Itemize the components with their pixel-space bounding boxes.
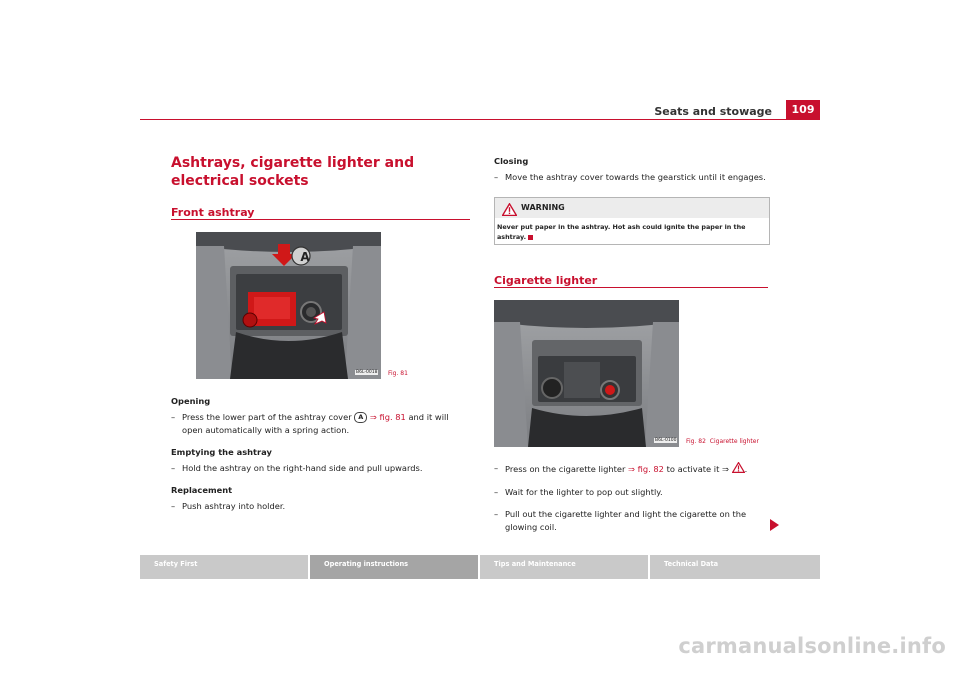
figure-81-label: Fig. 81 [388,370,408,377]
watermark: carmanualsonline.info [678,634,946,658]
dash: – [171,501,176,511]
callout-badge-a: A [354,412,367,423]
warning-title: WARNING [521,203,565,212]
footer-tab-operating-instructions[interactable] [310,555,478,579]
dash: – [171,412,176,422]
lighter-step-1: – Press on the cigarette lighter ⇒ fig. 82 to activate it ⇒ . [494,462,769,477]
warning-box [494,197,770,245]
opening-title: Opening [171,396,211,406]
dash: – [171,463,176,473]
figure-81-code: B6L-0018 [356,370,378,375]
left-body-text [171,395,471,513]
figure-82-caption [686,438,759,445]
closing-section [494,155,774,184]
dash: – [494,509,499,519]
dash: – [494,463,499,473]
figure-82-caption-text: Cigarette lighter [709,438,759,445]
opening-step [171,411,471,437]
closing-title: Closing [494,156,529,166]
subsection-rule [171,219,470,220]
replacement-step-text: Push ashtray into holder. [182,501,286,511]
dash: – [494,487,499,497]
subsection-heading-front-ashtray: Front ashtray [171,206,255,219]
figure-82-link[interactable]: fig. 82 [637,464,664,474]
header-rule [140,119,820,120]
figure-82-lighter-image [494,300,679,447]
lighter-step-3-text: Pull out the cigarette lighter and light the cigarette on the glowing coil. [505,509,747,532]
lighter-step-2-text: Wait for the lighter to pop out slightly. [505,487,663,497]
footer-tab-technical-data[interactable] [650,555,820,579]
replacement-step [171,500,471,513]
opening-step-suffix: and it will open automatically with a spring action. [182,412,449,435]
warning-ref-icon[interactable] [732,462,745,477]
lighter-step-3 [494,508,769,534]
figure-81-ashtray-image [196,232,381,379]
arrow-ref-icon: ⇒ [369,412,377,422]
figure-82-code: B6L-0100 [655,438,677,443]
lighter-step-1-mid: to activate it [666,464,720,474]
footer-tab-safety-first[interactable] [140,555,308,579]
dash: – [494,172,499,182]
arrow-ref-icon: ⇒ [721,464,729,474]
section-heading: Ashtrays, cigarette lighter and electrical sockets [171,155,415,189]
footer-tab-tips-and-maintenance[interactable] [480,555,648,579]
subsection-rule [494,287,768,288]
closing-step [494,171,774,184]
opening-step-prefix: Press the lower part of the ashtray cover [182,412,352,422]
footer-tab-label: Technical Data [664,560,719,568]
running-header-title: Seats and stowage [654,105,772,118]
arrow-ref-icon: ⇒ [628,464,635,474]
page-number: 109 [786,100,820,120]
emptying-step [171,462,471,475]
lighter-step-1-prefix: Press on the cigarette lighter [505,464,626,474]
lighter-step-2 [494,486,769,499]
footer-tab-label: Tips and Maintenance [494,560,576,568]
figure-81-link[interactable]: fig. 81 [379,412,406,422]
warning-text: Never put paper in the ashtray. Hot ash could ignite the paper in the ashtray. [497,223,746,241]
warning-triangle-icon [502,201,517,220]
figure-82-label: Fig. 82 [686,438,706,445]
closing-step-text: Move the ashtray cover towards the gearstick until it engages. [505,172,766,182]
lighter-steps [494,462,769,534]
replacement-title: Replacement [171,485,233,495]
end-of-section-icon [528,235,533,240]
warning-text-block [497,222,765,242]
footer-tab-label: Safety First [154,560,198,568]
figure-callout-a: A [300,250,310,264]
emptying-step-text: Hold the ashtray on the right-hand side and pull upwards. [182,463,423,473]
subsection-heading-cigarette-lighter: Cigarette lighter [494,274,598,287]
next-page-arrow-icon[interactable] [770,516,779,535]
emptying-title: Emptying the ashtray [171,447,272,457]
footer-tab-label: Operating instructions [324,560,409,568]
